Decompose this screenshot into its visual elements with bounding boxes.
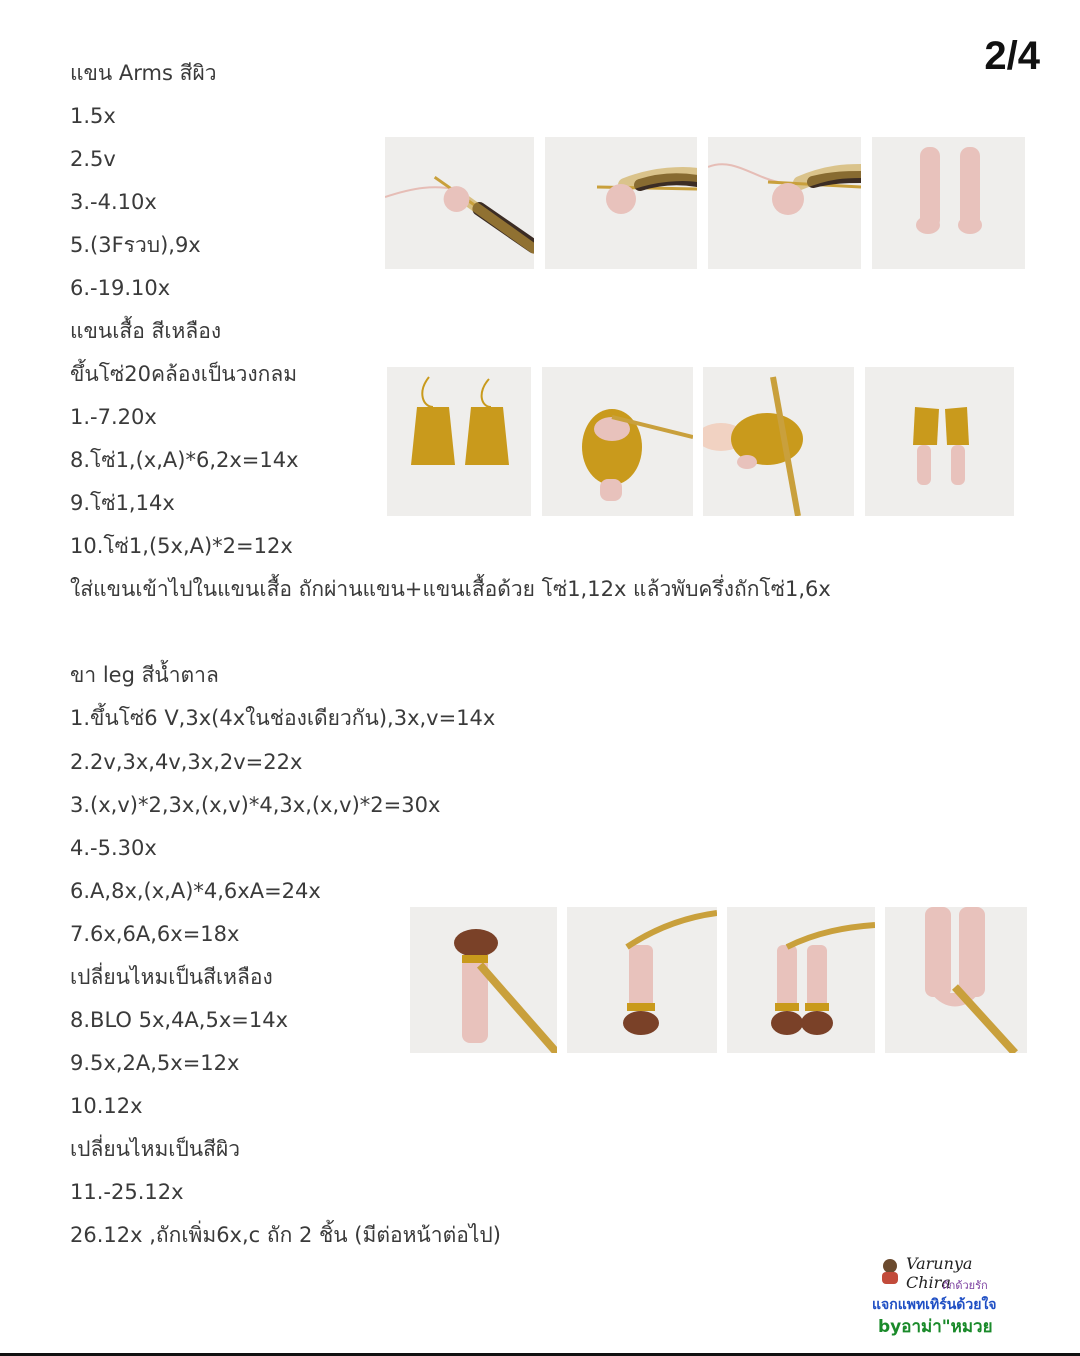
- leg-step-photo: [567, 907, 717, 1053]
- pattern-row: 5.(3Fรวบ),9x: [70, 233, 201, 257]
- leg-step-photo: [727, 907, 875, 1053]
- pattern-row: 1.ขึ้นโซ่6 V,3x(4xในช่องเดียวกัน),3x,v=14x: [70, 706, 496, 730]
- page-number: 2/4: [984, 34, 1040, 78]
- assembly-instruction: ใส่แขนเข้าไปในแขนเสื้อ ถักผ่านแขน+แขนเสื้อด้วย โซ่1,12x แล้วพับครึ่งถักโซ่1,6x: [70, 577, 831, 601]
- logo-tagline: ถักด้วยรัก: [942, 1279, 988, 1292]
- sleeve-heading: แขนเสื้อ สีเหลือง: [70, 319, 222, 343]
- signature: Varunya Chira: [906, 1254, 973, 1292]
- crochet-photo-art: [387, 367, 531, 516]
- brand-logo: [872, 1254, 1012, 1337]
- pattern-row: 2.2v,3x,4v,3x,2v=22x: [70, 750, 303, 774]
- pattern-row: 1.-7.20x: [70, 405, 157, 429]
- pattern-row: 10.12x: [70, 1094, 143, 1118]
- sleeve-step-photo: [703, 367, 854, 516]
- pattern-row: 11.-25.12x: [70, 1180, 184, 1204]
- sleeve-step-photo: [387, 367, 531, 516]
- crochet-photo-art: [872, 137, 1025, 269]
- pattern-row: 8.BLO 5x,4A,5x=14x: [70, 1008, 288, 1032]
- pattern-row: 6.-19.10x: [70, 276, 171, 300]
- arm-step-photo: [385, 137, 534, 269]
- color-change-note: เปลี่ยนไหมเป็นสีเหลือง: [70, 965, 273, 989]
- pattern-row: 6.A,8x,(x,A)*4,6xA=24x: [70, 879, 321, 903]
- pattern-row: ขึ้นโซ่20คล้องเป็นวงกลม: [70, 362, 298, 386]
- grandma-avatar-icon: [876, 1256, 904, 1286]
- sleeve-step-photo: [542, 367, 693, 516]
- crochet-photo-art: [703, 367, 854, 516]
- leg-step-photo: [885, 907, 1027, 1053]
- crochet-photo-art: [410, 907, 557, 1053]
- arm-step-photo: [545, 137, 697, 269]
- arm-step-photo: [708, 137, 861, 269]
- crochet-photo-art: [727, 907, 875, 1053]
- pattern-row: 9.โซ่1,14x: [70, 491, 175, 515]
- pattern-row: 2.5v: [70, 147, 116, 171]
- logo-line-3: byอาม่า"หมวย: [878, 1317, 993, 1337]
- pattern-row: 3.(x,v)*2,3x,(x,v)*4,3x,(x,v)*2=30x: [70, 793, 441, 817]
- sleeve-step-photo: [865, 367, 1014, 516]
- crochet-photo-art: [885, 907, 1027, 1053]
- arms-heading: แขน Arms สีผิว: [70, 61, 217, 85]
- arm-step-photo: [872, 137, 1025, 269]
- pattern-row: 4.-5.30x: [70, 836, 157, 860]
- crochet-photo-art: [708, 137, 861, 269]
- crochet-photo-art: [385, 137, 534, 269]
- pattern-row: 7.6x,6A,6x=18x: [70, 922, 240, 946]
- pattern-row: 8.โซ่1,(x,A)*6,2x=14x: [70, 448, 299, 472]
- pattern-row: 1.5x: [70, 104, 116, 128]
- pattern-row: 9.5x,2A,5x=12x: [70, 1051, 240, 1075]
- crochet-photo-art: [865, 367, 1014, 516]
- leg-step-photo: [410, 907, 557, 1053]
- pattern-row: 26.12x ,ถักเพิ่ม6x,c ถัก 2 ชิ้น (มีต่อหน้าต่อไป): [70, 1223, 501, 1247]
- pattern-row: 10.โซ่1,(5x,A)*2=12x: [70, 534, 293, 558]
- pattern-row: 3.-4.10x: [70, 190, 157, 214]
- crochet-photo-art: [542, 367, 693, 516]
- logo-line-2: แจกแพทเทิร์นด้วยใจ: [872, 1297, 997, 1313]
- leg-heading: ขา leg สีน้ำตาล: [70, 663, 219, 687]
- crochet-photo-art: [545, 137, 697, 269]
- crochet-photo-art: [567, 907, 717, 1053]
- color-change-note: เปลี่ยนไหมเป็นสีผิว: [70, 1137, 241, 1161]
